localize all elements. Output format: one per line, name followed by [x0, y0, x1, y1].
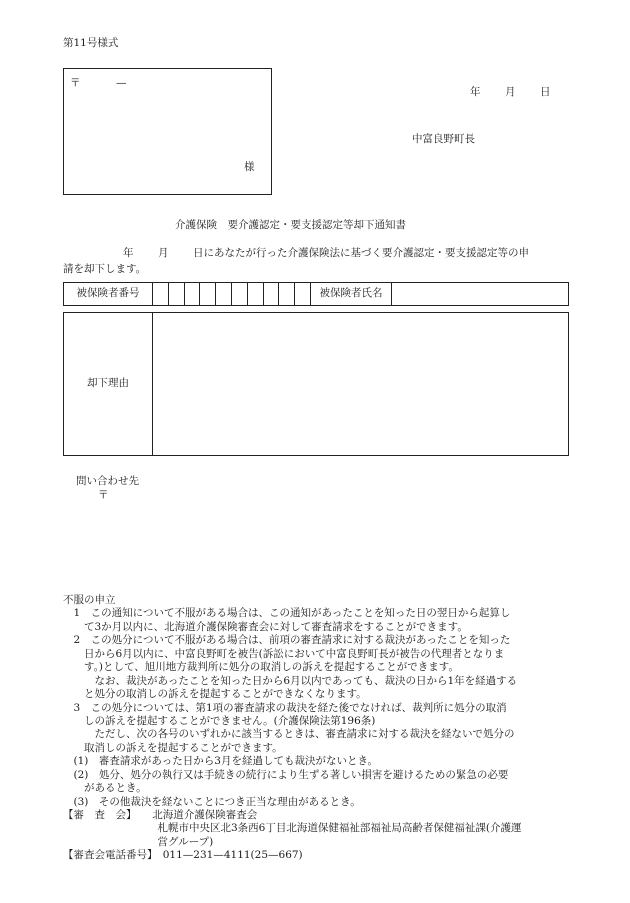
intro-month: 月 [158, 247, 169, 259]
objection-line: 3 この処分については、第1項の審査請求の裁決を経た後でなければ、裁判所に処分の取消 [63, 701, 507, 714]
insured-number-cell[interactable] [264, 283, 280, 305]
objection-line: (2) 処分、処分の執行又は手続きの続行により生ずる著しい損害を避けるための緊急の必要 [63, 768, 509, 781]
objection-line: があるとき。 [63, 782, 147, 795]
objection-line: 1 この通知について不服がある場合は、この通知があったことを知った日の翌日から起算し [63, 607, 511, 620]
intro-year: 年 [123, 247, 134, 259]
insured-number-cell[interactable] [200, 283, 216, 305]
rejection-reason-label: 却下理由 [64, 313, 153, 455]
objection-section [63, 594, 573, 863]
insured-number-cell[interactable] [295, 283, 311, 305]
objection-heading: 不服の申立 [63, 594, 116, 606]
document-title: 介護保険 要介護認定・要支援認定等却下通知書 [175, 219, 406, 231]
review-board-address: 札幌市中央区北3条西6丁目北海道保健福祉部福祉局高齢者保健福祉課(介護運 [63, 822, 522, 835]
contact-label: 問い合わせ先 [76, 475, 139, 487]
date-year: 年 [470, 86, 481, 98]
address-box [63, 68, 272, 195]
insured-number-label: 被保険者番号 [64, 283, 153, 305]
insured-number-cell[interactable] [216, 283, 232, 305]
insured-info-table [63, 282, 569, 306]
objection-line: 取消しの訴えを提起することができます。 [63, 741, 283, 754]
objection-line: なお、裁決があったことを知った日から6月以内であっても、裁決の日から1年を経過する [63, 674, 518, 687]
rejection-reason-field[interactable] [153, 313, 568, 455]
insured-number-cell[interactable] [153, 283, 169, 305]
insured-number-cell[interactable] [232, 283, 248, 305]
objection-line: (3) その他裁決を経ないことにつき正当な理由があるとき。 [63, 795, 361, 808]
insured-name-field[interactable] [392, 283, 568, 305]
objection-line: ただし、次の各号のいずれかに該当するときは、審査請求に対する裁決を経ないで処分の [63, 728, 515, 741]
objection-line: 日から6月以内に、中富良野町を被告(訴訟において中富良野町長が被告の代理者となりま [63, 647, 505, 660]
recipient-honorific: 様 [244, 161, 255, 173]
contact-postal-mark: 〒 [98, 489, 109, 501]
review-board-name: 【審 査 会】 北海道介護保険審査会 [63, 809, 258, 821]
review-board-phone: 【審査会電話番号】 011—231—4111(25—667) [63, 849, 303, 862]
review-board-address: 営グループ) [63, 835, 214, 848]
date-day: 日 [540, 86, 551, 98]
insured-name-label: 被保険者氏名 [311, 283, 392, 305]
insured-number-cell[interactable] [279, 283, 295, 305]
date-month: 月 [505, 86, 516, 98]
objection-line: 2 この処分について不服がある場合は、前項の審査請求に対する裁決があったことを知った [63, 634, 511, 647]
insured-number-cell[interactable] [169, 283, 185, 305]
rejection-reason-table [63, 312, 569, 456]
intro-line2: 請を却下します。 [63, 263, 147, 275]
objection-line: す。)として、旭川地方裁判所に処分の取消しの訴えを提起することができます。 [63, 661, 459, 674]
objection-line: て3か月以内に、北海道介護保険審査会に対して審査請求をすることができます。 [63, 620, 468, 633]
objection-line: しの訴えを提起することができません。(介護保険法第196条) [63, 714, 376, 727]
objection-line: と処分の取消しの訴えを提起することができなくなります。 [63, 688, 367, 701]
insured-number-cell[interactable] [185, 283, 201, 305]
postal-dash: — [116, 77, 127, 89]
issuer: 中富良野町長 [412, 133, 475, 145]
objection-line: (1) 審査請求があった日から3月を経過しても裁決がないとき。 [63, 755, 379, 768]
postal-mark: 〒 [70, 77, 81, 89]
insured-number-cell[interactable] [248, 283, 264, 305]
intro-body: 日にあなたが行った介護保険法に基づく要介護認定・要支援認定等の申 [193, 247, 529, 259]
form-number: 第11号様式 [63, 37, 119, 49]
